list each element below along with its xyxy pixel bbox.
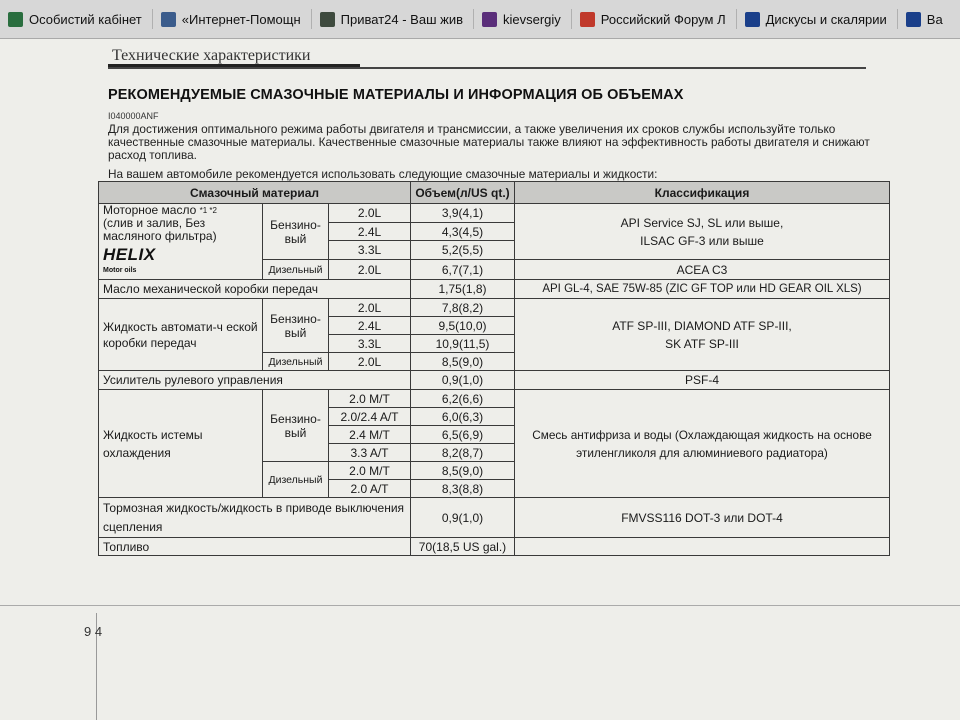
engine-oil-class-petrol: [515, 204, 890, 260]
brake-class: FMVSS116 DOT-3 или DOT-4: [515, 498, 890, 538]
table-row: [99, 498, 890, 538]
bookmark-more[interactable]: [898, 0, 953, 38]
engine-size: 2.0L: [329, 353, 411, 371]
volume: 8,5(9,0): [411, 462, 515, 480]
bookmark-fish[interactable]: [737, 0, 897, 38]
volume: 5,2(5,5): [411, 241, 515, 260]
cabinet-icon: [8, 12, 23, 27]
table-row: [99, 371, 890, 390]
fish-icon: [745, 12, 760, 27]
class-line: ATF SP-III, DIAMOND ATF SP-III,: [612, 318, 792, 333]
table-row: [99, 538, 890, 556]
volume: 6,5(6,9): [411, 426, 515, 444]
bookmark-label: Ва: [926, 11, 943, 27]
bookmark-label: «Интернет-Помощн: [181, 11, 301, 27]
header-material: Смазочный материал: [99, 182, 411, 204]
manual-label: Масло механической коробки передач: [99, 280, 411, 299]
engine-oil-cell: [99, 204, 263, 280]
class-line: ILSAC GF-3 или выше: [640, 233, 764, 248]
atf-label: Жидкость автомати-ч еской коробки передач: [99, 299, 263, 371]
engine-oil-note: (слив и залив, Без масляного фильтра): [103, 216, 217, 243]
table-row: [99, 280, 890, 299]
page-title: РЕКОМЕНДУЕМЫЕ СМАЗОЧНЫЕ МАТЕРИАЛЫ И ИНФОРМАЦИЯ ОБ ОБЪЕМАХ: [108, 87, 684, 103]
volume: 4,3(4,5): [411, 222, 515, 241]
engine-size: 2.0L: [329, 204, 411, 223]
steering-class: PSF-4: [515, 371, 890, 390]
lead-text: На вашем автомобиле рекомендуется использовать следующие смазочные материалы и жидкости:: [108, 167, 658, 181]
atf-class: [515, 299, 890, 371]
engine-size: 3.3L: [329, 241, 411, 260]
engine-oil-class-diesel: ACEA C3: [515, 260, 890, 280]
help-icon: [161, 12, 176, 27]
bookmark-label: Приват24 - Ваш жив: [340, 11, 463, 27]
volume: 8,5(9,0): [411, 353, 515, 371]
volume: 6,2(6,6): [411, 390, 515, 408]
engine-size: 2.4L: [329, 317, 411, 335]
engine-oil-label: Моторное масло: [103, 203, 197, 217]
engine-size: 3.3 A/T: [329, 444, 411, 462]
helix-logo: [103, 247, 258, 279]
bookmark-forum[interactable]: [572, 0, 736, 38]
coolant-label: Жидкость истемы охлаждения: [99, 390, 263, 498]
bookmark-label: kievsergiy: [503, 11, 561, 27]
engine-size: 3.3L: [329, 335, 411, 353]
bookmark-label: Особистий кабінет: [29, 11, 142, 27]
bookmark-label: Российский Форум Л: [600, 11, 726, 27]
page-divider: [0, 605, 960, 606]
forum-icon: [580, 12, 595, 27]
engine-size: 2.4L: [329, 222, 411, 241]
class-line: API Service SJ, SL или выше,: [620, 215, 784, 230]
bookmark-label: Дискусы и скалярии: [765, 11, 887, 27]
petrol-label: Бензино-вый: [263, 299, 329, 353]
volume: 9,5(10,0): [411, 317, 515, 335]
fuel-label: Топливо: [99, 538, 411, 556]
volume: 0,9(1,0): [411, 371, 515, 390]
engine-size: 2.0 M/T: [329, 462, 411, 480]
volume: 1,75(1,8): [411, 280, 515, 299]
diesel-label: Дизельный: [263, 260, 329, 280]
volume: 8,2(8,7): [411, 444, 515, 462]
header-rule: [108, 67, 866, 69]
helix-logo-sub: Motor oils: [103, 267, 137, 274]
class-line: SK ATF SP-III: [665, 336, 739, 351]
privat-icon: [320, 12, 335, 27]
bookmark-privat[interactable]: [312, 0, 473, 38]
d-icon: [482, 12, 497, 27]
volume: 6,7(7,1): [411, 260, 515, 280]
engine-size: 2.0 A/T: [329, 480, 411, 498]
fuel-class: [515, 538, 890, 556]
diesel-label: Дизельный: [263, 462, 329, 498]
document-page: [0, 39, 960, 720]
petrol-label: Бензино-вый: [263, 390, 329, 462]
header-volume: Объем(л/US qt.): [411, 182, 515, 204]
bookmark-kievsergiy[interactable]: [474, 0, 571, 38]
section-header: Технические характеристики: [112, 47, 311, 64]
header-class: Классификация: [515, 182, 890, 204]
generic-icon: [906, 12, 921, 27]
engine-size: 2.4 M/T: [329, 426, 411, 444]
table-row: [99, 299, 890, 317]
coolant-class: Смесь антифриза и воды (Охлаждающая жидкость на основе этиленгликоля для алюминиевого радиатора): [515, 390, 890, 498]
volume: 0,9(1,0): [411, 498, 515, 538]
volume: 6,0(6,3): [411, 408, 515, 426]
table-header-row: [99, 182, 890, 204]
engine-size: 2.0 M/T: [329, 390, 411, 408]
bookmark-help[interactable]: [153, 0, 311, 38]
engine-size: 2.0L: [329, 260, 411, 280]
steering-label: Усилитель рулевого управления: [99, 371, 411, 390]
helix-logo-text: HELIX: [103, 245, 156, 264]
footnote-marks: *1 *2: [199, 206, 217, 215]
lubricants-table: [98, 181, 890, 556]
bookmark-cabinet[interactable]: [0, 0, 152, 38]
volume: 10,9(11,5): [411, 335, 515, 353]
table-row: [99, 204, 890, 223]
volume: 3,9(4,1): [411, 204, 515, 223]
diesel-label: Дизельный: [263, 353, 329, 371]
engine-size: 2.0/2.4 A/T: [329, 408, 411, 426]
brake-label: Тормозная жидкость/жидкость в приводе выключения сцепления: [99, 498, 411, 538]
engine-size: 2.0L: [329, 299, 411, 317]
volume: 8,3(8,8): [411, 480, 515, 498]
page-number: 9 4: [84, 624, 103, 639]
table-row: [99, 390, 890, 408]
intro-text: Для достижения оптимального режима работы двигателя и трансмиссии, а также увеличения их сроков службы используйте только качественные смазочные материалы. Качественные смазочные материалы также влияют на эффективность работы двигателя и снижают расход топлива.: [108, 122, 870, 162]
petrol-label: Бензино-вый: [263, 204, 329, 260]
bookmarks-bar: [0, 0, 960, 39]
volume: 7,8(8,2): [411, 299, 515, 317]
document-code: I040000ANF: [108, 111, 159, 121]
manual-class: API GL-4, SAE 75W-85 (ZIC GF TOP или HD GEAR OIL XLS): [515, 280, 890, 299]
volume: 70(18,5 US gal.): [411, 538, 515, 556]
